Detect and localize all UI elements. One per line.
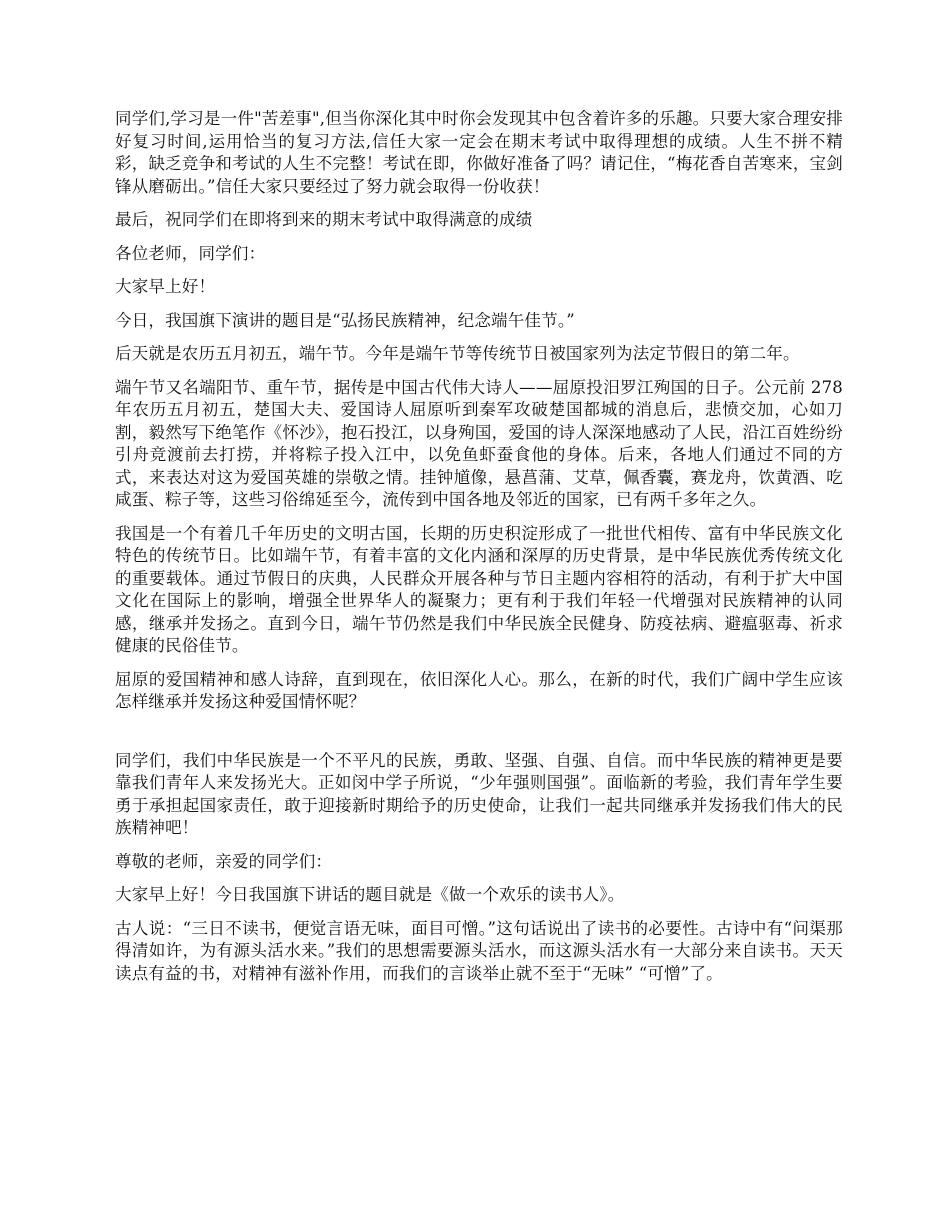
paragraph-exam-wishes: 最后，祝同学们在即将到来的期末考试中取得满意的成绩 xyxy=(115,210,533,229)
paragraph-speech-topic: 今日，我国旗下演讲的题目是“弘扬民族精神，纪念端午佳节。” xyxy=(115,310,575,330)
document-body xyxy=(115,108,843,996)
paragraph-greeting: 大家早上好！ xyxy=(115,277,216,296)
paragraph-reading-necessity: 古人说：“三日不读书，便觉言语无味，面目可憎。”这句话说出了读书的必要性。古诗中有“问渠那得清如许，为有源头活水来。”我们的思想需要源头活水，而这源头活水有一大部分来自读书。天天读点有益的书，对精神有滋补作用，而我们的言谈举止就不至于“无味” “可憎”了。 xyxy=(115,918,843,983)
paragraph-reading-topic: 大家早上好！今日我国旗下讲话的题目就是《做一个欢乐的读书人》。 xyxy=(115,885,625,904)
paragraph-traditional-festival: 我国是一个有着几千年历史的文明古国，长期的历史积淀形成了一批世代相传、富有中华民族文化特色的传统节日。比如端午节，有着丰富的文化内涵和深厚的历史背景，是中华民族优秀传统文化的重要载体。通过节假日的庆典，人民群众开展各种与节日主题内容相符的活动，有利于扩大中国文化在国际上的影响，增强全世界华人的凝聚力；更有利于我们年轻一代增强对民族精神的认同感，继承并发扬之。直到今日，端午节仍然是我们中华民族全民健身、防疫祛病、避瘟驱毒、祈求健康的民俗佳节。 xyxy=(115,523,843,655)
paragraph-salutation-teachers-students: 各位老师，同学们： xyxy=(115,243,266,263)
paragraph-dragon-boat-intro: 后天就是农历五月初五，端午节。今年是端午节等传统节日被国家列为法定节假日的第二年。 xyxy=(115,344,800,363)
paragraph-exam-encouragement: 同学们,学习是一件"苦差事",但当你深化其中时你会发现其中包含着许多的乐趣。只要大家合理安排好复习时间,运用恰当的复习方法,信任大家一定会在期末考试中取得理想的成绩。人生不拼不精彩，缺乏竞争和考试的人生不完整！考试在即，你做好准备了吗？请记住，“梅花香自苦寒来，宝剑锋从磨砺出。”信任大家只要经过了努力就会取得一份收获！ xyxy=(115,109,843,196)
paragraph-patriotic-spirit: 屈原的爱国精神和感人诗辞，直到现在，依旧深化人心。那么，在新的时代，我们广阔中学生应该怎样继承并发扬这种爱国情怀呢？ xyxy=(115,669,843,711)
paragraph-salutation-respected: 尊敬的老师，亲爱的同学们： xyxy=(115,851,333,871)
paragraph-national-spirit: 同学们，我们中华民族是一个不平凡的民族，勇敢、坚强、自强、自信。而中华民族的精神更是要靠我们青年人来发扬光大。正如闵中学子所说，“少年强则国强”。面临新的考验，我们青年学生要勇于承担起国家责任，敢于迎接新时期给予的历史使命，让我们一起共同继承并发扬我们伟大的民族精神吧！ xyxy=(115,750,843,837)
paragraph-qu-yuan-history: 端午节又名端阳节、重午节，据传是中国古代伟大诗人——屈原投汨罗江殉国的日子。公元前 278 年农历五月初五，楚国大夫、爱国诗人屈原听到秦军攻破楚国都城的消息后，悲愤交加，心如刀割，毅然写下绝笔作《怀沙》，抱石投江，以身殉国，爱国的诗人深深地感动了人民，沿江百姓纷纷引舟竞渡前去打捞，并将粽子投入江中，以免鱼虾蚕食他的身体。后来，各地人们通过不同的方式，来表达对这为爱国英雄的崇敬之情。挂钟馗像，悬菖蒲、艾草，佩香囊，赛龙舟，饮黄酒、吃咸蛋、粽子等，这些习俗绵延至今，流传到中国各地及邻近的国家，已有两千多年之久。 xyxy=(115,377,843,509)
